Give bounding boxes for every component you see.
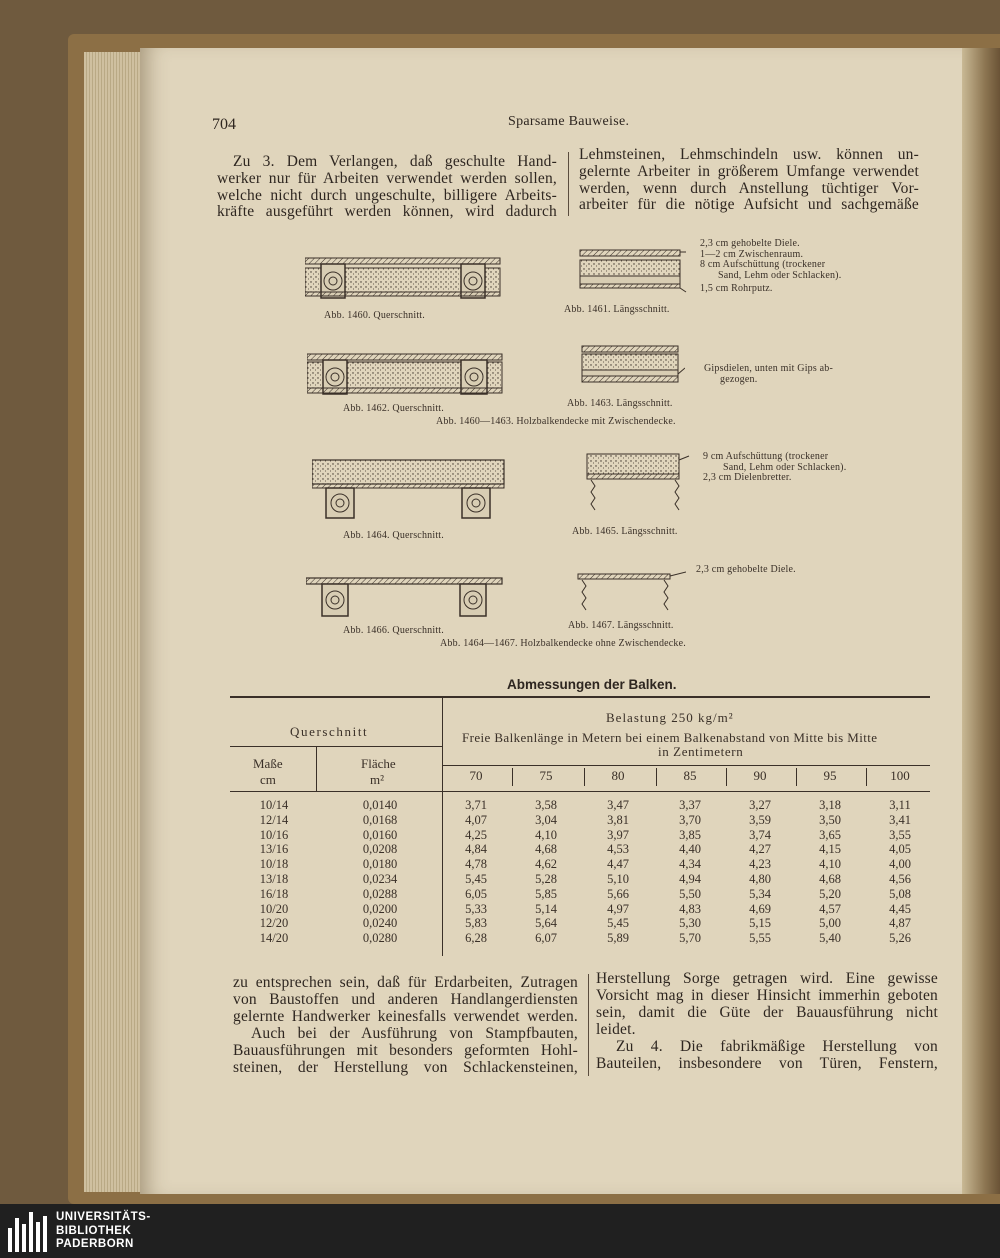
figure-1465-longitudinal-section [585, 450, 690, 516]
cell-length: 4,56 [889, 872, 911, 886]
page-number: 704 [212, 116, 236, 133]
fig-label: 1,5 cm Rohrputz. [700, 283, 773, 294]
text-bottom-right-line: Vorsicht mag in dieser Hinsicht immerhin geboten [596, 987, 938, 1004]
cell-length: 4,68 [819, 872, 841, 886]
cell-flaeche: 0,0168 [362, 812, 398, 827]
library-name-line: PADERBORN [56, 1238, 134, 1250]
spacing-separator [584, 768, 585, 786]
figure-1466-cross-section [306, 576, 506, 622]
cell-length: 4,25 [465, 827, 487, 842]
cell-length: 4,27 [749, 842, 771, 857]
caption-fig-1467: Abb. 1467. Längsschnitt. [568, 620, 674, 631]
cell-flaeche: 0,0140 [362, 798, 398, 812]
cell-flaeche: 0,0180 [362, 857, 398, 872]
cell-length: 3,27 [749, 798, 771, 812]
text-bottom-left-line: von Baustoffen und anderen Handlangerdiensten [233, 991, 578, 1008]
caption-group-1460-1463: Abb. 1460—1463. Holzbalkendecke mit Zwischendecke. [436, 416, 676, 427]
fig-label: 9 cm Aufschüttung (trockener [703, 451, 829, 462]
cell-length: 6,05 [465, 886, 487, 901]
cell-flaeche: 0,0234 [362, 872, 398, 886]
cell-length: 3,85 [679, 827, 701, 842]
text-bottom-left-line: Auch bei der Ausführung von Stampfbauten, [251, 1025, 578, 1042]
cell-length: 5,45 [465, 872, 487, 886]
cell-masse: 12/20 [259, 916, 289, 931]
spacing-separator [512, 768, 513, 786]
cell-length: 6,07 [535, 931, 557, 946]
cell-length: 4,10 [535, 827, 557, 842]
figure-1464-cross-section [312, 458, 508, 522]
table-header-rule [230, 791, 930, 792]
text-bottom-left-line: zu entsprechen sein, daß für Erdarbeiten, Zutragen [233, 974, 578, 991]
table-top-rule [230, 696, 930, 698]
header-flaeche-unit: m² [370, 772, 385, 787]
table-rule [316, 747, 317, 791]
cell-length: 3,41 [889, 812, 911, 827]
cell-length: 6,28 [465, 931, 487, 946]
library-name-line: BIBLIOTHEK [56, 1224, 132, 1237]
cell-length: 5,28 [535, 872, 557, 886]
figure-1467-labels: 2,3 cm gehobelte Diele. [696, 564, 796, 575]
cell-length: 3,97 [607, 827, 629, 842]
caption-fig-1464: Abb. 1464. Querschnitt. [343, 530, 444, 541]
table-rule [230, 746, 442, 747]
cell-length: 3,65 [819, 827, 841, 842]
cell-length: 5,08 [889, 886, 911, 901]
cell-length: 4,23 [749, 857, 771, 872]
text-bottom-right-line: Zu 4. Die fabrikmäßige Herstellung von [616, 1038, 938, 1055]
book-spine-edge [962, 48, 1000, 1194]
cell-length: 5,00 [819, 916, 841, 931]
fig-label: 2,3 cm gehobelte Diele. [700, 238, 800, 249]
cell-length: 3,59 [749, 812, 771, 827]
text-top-right-line: arbeiter für die nötige Aufsicht und sachgemäße [579, 196, 919, 213]
caption-fig-1461: Abb. 1461. Längsschnitt. [564, 304, 670, 315]
cell-length: 3,70 [679, 812, 701, 827]
fig-label: Gipsdielen, unten mit Gips ab- [704, 363, 834, 374]
cell-masse: 14/20 [259, 931, 289, 946]
cell-masse: 10/16 [259, 827, 289, 842]
cell-length: 5,85 [535, 886, 557, 901]
text-top-left-line: werker nur für Arbeiten verwendet werden sollen, [217, 170, 557, 187]
text-top-right-line: werden, wenn durch Anstellung tüchtiger Vor- [579, 180, 919, 197]
cell-length: 5,55 [749, 931, 771, 946]
header-description-unit: in Zentimetern [658, 744, 744, 759]
cell-length: 4,78 [465, 857, 487, 872]
cell-length: 4,45 [889, 901, 911, 916]
header-querschnitt: Querschnitt [290, 724, 369, 739]
figure-1463-longitudinal-section [580, 344, 685, 388]
cell-length: 5,40 [819, 931, 841, 946]
cell-length: 4,68 [535, 842, 557, 857]
cell-length: 5,33 [465, 901, 487, 916]
cell-length: 3,47 [607, 798, 629, 812]
caption-fig-1460: Abb. 1460. Querschnitt. [324, 310, 425, 321]
text-top-left-line: welche nicht durch ungeschulte, billigere Arbeits- [217, 187, 557, 204]
cell-flaeche: 0,0200 [362, 901, 398, 916]
cell-length: 4,62 [535, 857, 557, 872]
cell-length: 4,53 [607, 842, 629, 857]
cell-flaeche: 0,0208 [362, 842, 398, 857]
spacing-header-75: 75 [539, 768, 553, 783]
fig-label: 1—2 cm Zwischenraum. [700, 248, 804, 260]
text-bottom-left-line: gelernte Handwerker keinesfalls verwendet werden. [233, 1008, 578, 1025]
caption-fig-1466: Abb. 1466. Querschnitt. [343, 625, 444, 636]
cell-length: 5,66 [607, 886, 629, 901]
cell-length: 4,57 [819, 901, 841, 916]
spacing-header-100: 100 [890, 768, 910, 783]
cell-length: 3,71 [465, 798, 487, 812]
cell-length: 4,87 [889, 916, 911, 931]
cell-masse: 16/18 [259, 886, 289, 901]
cell-length: 5,89 [607, 931, 629, 946]
cell-length: 5,50 [679, 886, 701, 901]
header-description: Freie Balkenlänge in Metern bei einem Balkenabstand von Mitte bis Mitte [462, 730, 878, 745]
table-rule [443, 765, 930, 766]
fig-label: Sand, Lehm oder Schlacken). [723, 461, 847, 473]
cell-flaeche: 0,0240 [362, 916, 398, 931]
fig-label: gezogen. [720, 373, 758, 385]
cell-length: 4,80 [749, 872, 771, 886]
caption-fig-1463: Abb. 1463. Längsschnitt. [567, 398, 673, 409]
table-title: Abmessungen der Balken. [507, 677, 677, 692]
caption-fig-1462: Abb. 1462. Querschnitt. [343, 403, 444, 414]
caption-fig-1465: Abb. 1465. Längsschnitt. [572, 526, 678, 537]
cell-length: 4,15 [819, 842, 841, 857]
column-rule [568, 152, 569, 216]
table-vertical-rule [442, 698, 443, 956]
cell-length: 3,18 [819, 798, 841, 812]
cell-length: 5,20 [819, 886, 841, 901]
figure-1465-labels [703, 452, 846, 484]
spacing-header-85: 85 [683, 768, 697, 783]
spacing-header-95: 95 [823, 768, 837, 783]
cell-masse: 13/18 [259, 872, 289, 886]
spacing-separator [796, 768, 797, 786]
fig-label: Sand, Lehm oder Schlacken). [718, 269, 842, 281]
text-top-left-line: Zu 3. Dem Verlangen, daß geschulte Hand- [233, 153, 557, 170]
cell-length: 4,47 [607, 857, 629, 872]
cell-length: 5,45 [607, 916, 629, 931]
text-bottom-right-line: Bauteilen, insbesondere von Türen, Fenstern, [596, 1055, 938, 1072]
cell-length: 3,11 [889, 798, 911, 812]
cell-length: 4,00 [889, 857, 911, 872]
cell-flaeche: 0,0288 [362, 886, 398, 901]
cell-length: 3,50 [819, 812, 841, 827]
spacing-header-70: 70 [469, 768, 483, 783]
text-top-right-line: Lehmsteinen, Lehmschindeln usw. können un- [579, 146, 919, 163]
figure-1462-cross-section [307, 352, 507, 398]
cell-length: 5,14 [535, 901, 557, 916]
cell-masse: 10/14 [259, 798, 289, 812]
header-belastung: Belastung 250 kg/m² [606, 710, 734, 725]
fig-label: 8 cm Aufschüttung (trockener [700, 259, 826, 270]
cell-length: 5,26 [889, 931, 911, 946]
cell-length: 4,07 [465, 812, 487, 827]
figure-1460-cross-section [305, 256, 505, 304]
cell-length: 3,55 [889, 827, 911, 842]
cell-length: 3,81 [607, 812, 629, 827]
library-name-line: UNIVERSITÄTS- [56, 1211, 151, 1223]
cell-masse: 12/14 [259, 812, 289, 827]
running-head: Sparsame Bauweise. [508, 114, 630, 129]
spacing-header-80: 80 [611, 768, 625, 783]
cell-length: 4,97 [607, 901, 629, 916]
cell-length: 3,04 [535, 812, 557, 827]
spacing-separator [866, 768, 867, 786]
text-bottom-left-line: steinen, der Herstellung von Schlackensteinen, [233, 1059, 578, 1076]
cell-masse: 13/16 [259, 842, 289, 857]
text-bottom-right-line: Herstellung Sorge getragen wird. Eine gewisse [596, 970, 938, 987]
cell-length: 5,83 [465, 916, 487, 931]
cell-masse: 10/20 [259, 901, 289, 916]
cell-length: 5,64 [535, 916, 557, 931]
cell-length: 4,40 [679, 842, 701, 857]
cell-length: 5,70 [679, 931, 701, 946]
cell-length: 4,84 [465, 842, 487, 857]
text-bottom-right-line: leidet. [596, 1021, 636, 1038]
cell-length: 4,94 [679, 872, 701, 886]
spacing-header-90: 90 [753, 768, 767, 783]
fig-label: 2,3 cm Dielenbretter. [703, 472, 792, 483]
cell-length: 3,37 [679, 798, 701, 812]
header-masse: Maße [253, 756, 283, 771]
text-bottom-right-line: sein, damit die Güte der Bauausführung nicht [596, 1004, 938, 1021]
cell-length: 5,15 [749, 916, 771, 931]
cell-flaeche: 0,0160 [362, 827, 398, 842]
cell-length: 3,74 [749, 827, 771, 842]
figure-1461-longitudinal-section [578, 248, 688, 294]
cell-masse: 10/18 [259, 857, 289, 872]
cell-length: 4,05 [889, 842, 911, 857]
text-bottom-left-line: Bauausführungen mit besonders geformten Hohl- [233, 1042, 578, 1059]
spacing-separator [726, 768, 727, 786]
spacing-separator [656, 768, 657, 786]
cell-length: 5,10 [607, 872, 629, 886]
cell-flaeche: 0,0280 [362, 931, 398, 946]
library-logo-icon [8, 1210, 48, 1252]
figure-1463-labels [704, 364, 833, 385]
header-flaeche: Fläche [361, 756, 396, 771]
cell-length: 5,30 [679, 916, 701, 931]
cell-length: 4,34 [679, 857, 701, 872]
header-masse-unit: cm [260, 772, 276, 787]
library-name [56, 1211, 151, 1252]
text-top-left-line: kräfte ausgeführt werden können, wird dadurch [217, 203, 557, 220]
column-rule [588, 974, 589, 1076]
cell-length: 4,69 [749, 901, 771, 916]
figure-1467-longitudinal-section [576, 570, 686, 614]
page-stack-edge [84, 52, 144, 1192]
cell-length: 4,10 [819, 857, 841, 872]
caption-group-1464-1467: Abb. 1464—1467. Holzbalkendecke ohne Zwischendecke. [440, 638, 686, 649]
text-top-right-line: gelernte Arbeiter in größerem Umfange verwendet [579, 163, 919, 180]
cell-length: 4,83 [679, 901, 701, 916]
cell-length: 3,58 [535, 798, 557, 812]
figure-1461-labels [700, 239, 841, 295]
cell-length: 5,34 [749, 886, 771, 901]
